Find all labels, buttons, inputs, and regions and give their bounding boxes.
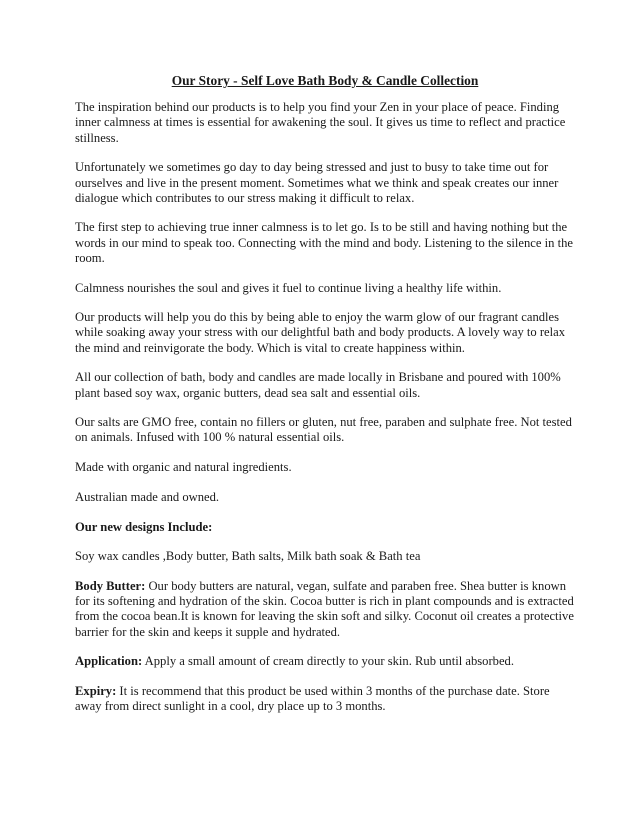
- application-section: [75, 654, 575, 669]
- body-butter-label: Body Butter:: [75, 578, 146, 593]
- application-label: Application:: [75, 654, 143, 669]
- paragraph-first-step: The first step to achieving true inner calmness is to let go. Is to be still and having nothing but the words in our mind to speak too. Connecting with the mind and body. Listening to the silence in the room.: [75, 220, 573, 265]
- paragraph-salts: Our salts are GMO free, contain no fillers or gluten, nut free, paraben and sulphate free. Not tested on animals. Infused with 100 % natural essential oils.: [75, 415, 572, 445]
- document-title: Our Story - Self Love Bath Body & Candle Collection: [171, 73, 479, 88]
- expiry-section: [75, 684, 575, 714]
- designs-list: Soy wax candles ,Body butter, Bath salts, Milk bath soak & Bath tea: [75, 549, 421, 564]
- paragraph-collection: All our collection of bath, body and candles are made locally in Brisbane and poured with 100% plant based soy wax, organic butters, dead sea salt and essential oils.: [75, 370, 561, 400]
- application-text: Apply a small amount of cream directly to your skin. Rub until absorbed.: [142, 654, 514, 669]
- expiry-label: Expiry:: [75, 683, 117, 698]
- paragraph-inspiration: The inspiration behind our products is to help you find your Zen in your place of peace. Finding inner calmness at times is essential for awakening the soul. It gives us time to reflect and practice stillness.: [75, 100, 566, 145]
- paragraph-australian: Australian made and owned.: [75, 489, 220, 504]
- expiry-text: It is recommend that this product be used within 3 months of the purchase date. Store away from direct sunlight in a cool, dry place up to 3 months.: [75, 683, 550, 714]
- body-butter-text: Our body butters are natural, vegan, sulfate and paraben free. Shea butter is known for its softening and hydration of the skin. Cocoa butter is rich in plant compounds and is extracted from the cocoa bean.It is known for leaving the skin soft and silky. Coconut oil creates a protective barrier for the skin and keeps it supple and hydrated.: [75, 578, 574, 639]
- paragraph-products: Our products will help you do this by being able to enjoy the warm glow of our fragrant candles while soaking away your stress with our delightful bath and body products. A lovely way to relax the mind and reinvigorate the body. Which is vital to create happiness within.: [75, 310, 566, 355]
- designs-heading: Our new designs Include:: [75, 519, 213, 534]
- body-butter-section: [75, 579, 575, 640]
- document-body: [75, 73, 575, 729]
- paragraph-stress: Unfortunately we sometimes go day to day being stressed and just to busy to take time out for ourselves and live in the present moment. Sometimes what we think and speak creates our inner dialogue which contributes to our stress making it difficult to relax.: [75, 160, 559, 205]
- paragraph-calmness: Calmness nourishes the soul and gives it fuel to continue living a healthy life within.: [75, 280, 502, 295]
- paragraph-organic: Made with organic and natural ingredients.: [75, 460, 292, 475]
